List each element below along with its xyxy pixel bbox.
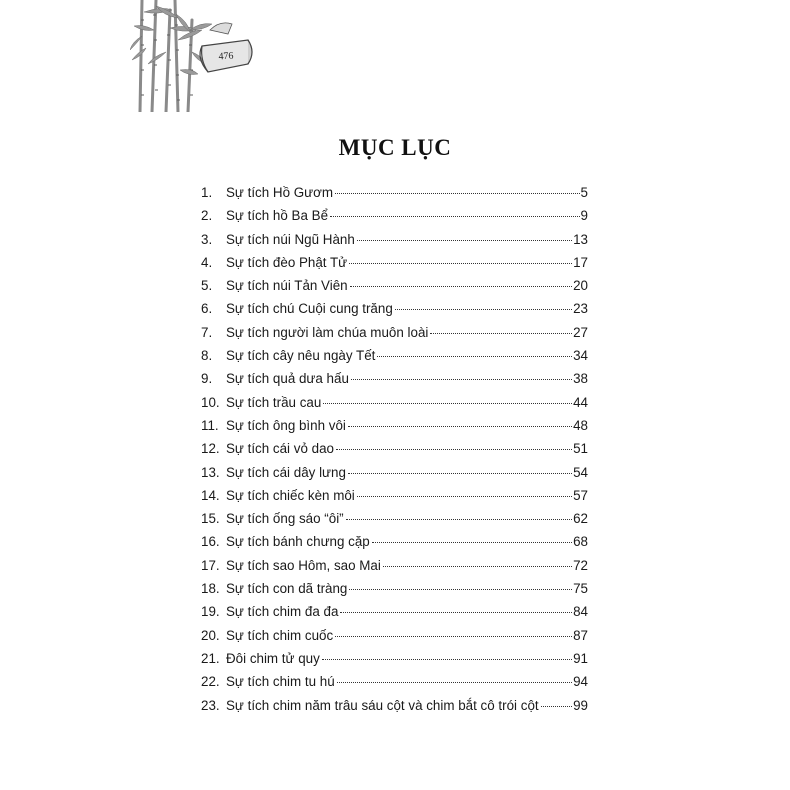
- toc-entry: [201, 650, 588, 673]
- toc-entry: [201, 533, 588, 556]
- toc-entry-number: 23.: [201, 697, 220, 713]
- table-of-contents: [201, 184, 588, 720]
- dot-leader: [335, 636, 572, 637]
- toc-entry: [201, 300, 588, 323]
- toc-entry: [201, 370, 588, 393]
- page-title: MỤC LỤC: [338, 135, 452, 161]
- toc-entry-title: Sự tích chiếc kèn môi: [226, 487, 355, 503]
- toc-entry-title: Sự tích núi Ngũ Hành: [226, 231, 355, 247]
- dot-leader: [395, 309, 572, 310]
- dot-leader: [322, 659, 572, 660]
- toc-entry-title: Đôi chim tử quy: [226, 650, 320, 666]
- toc-entry: [201, 697, 588, 720]
- toc-entry-page: 72: [573, 557, 588, 573]
- toc-entry: [201, 324, 588, 347]
- toc-entry-title: Sự tích bánh chưng cặp: [226, 534, 370, 550]
- toc-entry: [201, 254, 588, 277]
- toc-entry-page: 51: [573, 441, 588, 457]
- dot-leader: [383, 566, 572, 567]
- toc-entry-page: 17: [573, 254, 588, 270]
- dot-leader: [323, 403, 572, 404]
- toc-entry-page: 20: [573, 278, 588, 294]
- toc-entry-page: 5: [580, 185, 588, 200]
- dot-leader: [357, 496, 572, 497]
- toc-entry-title: Sự tích ống sáo “ôi”: [226, 511, 344, 527]
- toc-entry: [201, 510, 588, 533]
- toc-entry-title: Sự tích chim đa đa: [226, 604, 339, 620]
- toc-entry-title: Sự tích cái dây lưng: [226, 464, 346, 480]
- toc-entry-page: 57: [573, 487, 588, 503]
- toc-entry-title: Sự tích cây nêu ngày Tết: [226, 348, 376, 364]
- toc-entry-page: 62: [573, 511, 588, 527]
- dot-leader: [351, 379, 572, 380]
- toc-entry-page: 99: [573, 697, 588, 713]
- toc-entry-title: Sự tích chim năm trâu sáu cột và chim bắt cô trói cột: [226, 697, 539, 713]
- toc-entry-page: 9: [580, 208, 588, 224]
- toc-entry-number: 16.: [201, 534, 220, 550]
- dot-leader: [340, 612, 572, 613]
- toc-entry: [201, 440, 588, 463]
- dot-leader: [350, 286, 572, 287]
- toc-entry-number: 22.: [201, 674, 220, 690]
- dot-leader: [349, 263, 572, 264]
- toc-entry-title: Sự tích trầu cau: [226, 394, 322, 410]
- toc-entry-page: 27: [573, 324, 588, 340]
- toc-entry-page: 68: [573, 534, 588, 550]
- dot-leader: [346, 519, 572, 520]
- toc-entry-page: 87: [573, 627, 588, 643]
- toc-entry-number: 11.: [201, 417, 219, 433]
- toc-entry-page: 34: [573, 348, 588, 364]
- toc-entry-number: 19.: [201, 604, 220, 620]
- toc-entry-page: 48: [573, 417, 588, 433]
- toc-entry: [201, 347, 588, 370]
- toc-entry-number: 5.: [201, 278, 213, 294]
- toc-entry-number: 12.: [201, 441, 220, 457]
- page-number: 476: [218, 50, 234, 63]
- toc-entry-number: 7.: [201, 324, 213, 340]
- toc-entry-title: Sự tích quả dưa hấu: [226, 371, 349, 387]
- toc-entry-title: Sự tích chim cuốc: [226, 627, 334, 643]
- dot-leader: [348, 426, 572, 427]
- toc-entry: [201, 207, 588, 230]
- toc-entry: [201, 277, 588, 300]
- toc-entry-page: 54: [573, 464, 588, 480]
- toc-entry-number: 21.: [201, 650, 220, 666]
- toc-entry-page: 13: [573, 231, 588, 247]
- toc-entry-title: Sự tích người làm chúa muôn loài: [226, 324, 429, 340]
- toc-entry: [201, 673, 588, 696]
- toc-entry-number: 3.: [201, 231, 213, 247]
- dot-leader: [335, 193, 579, 194]
- toc-entry-title: Sự tích Hồ Gươm: [226, 185, 334, 200]
- toc-entry-page: 75: [573, 581, 588, 597]
- dot-leader: [372, 542, 572, 543]
- dot-leader: [349, 589, 572, 590]
- bamboo-scroll-illustration: [130, 0, 260, 112]
- dot-leader: [430, 333, 572, 334]
- toc-entry-page: 23: [573, 301, 588, 317]
- toc-entry: [201, 184, 588, 207]
- toc-entry-page: 38: [573, 371, 588, 387]
- toc-entry-title: Sự tích chú Cuội cung trăng: [226, 301, 393, 317]
- toc-entry-number: 8.: [201, 348, 213, 364]
- toc-entry-number: 1.: [201, 185, 213, 200]
- dot-leader: [336, 449, 572, 450]
- dot-leader: [330, 216, 580, 217]
- toc-entry-number: 15.: [201, 511, 220, 527]
- toc-entry-number: 6.: [201, 301, 213, 317]
- toc-entry-title: Sự tích ông bình vôi: [226, 417, 346, 433]
- dot-leader: [541, 706, 572, 707]
- dot-leader: [357, 240, 572, 241]
- toc-entry-number: 13.: [201, 464, 220, 480]
- toc-entry-page: 84: [573, 604, 588, 620]
- toc-entry-number: 20.: [201, 627, 220, 643]
- toc-entry: [201, 627, 588, 650]
- toc-entry-page: 91: [573, 650, 588, 666]
- toc-entry-title: Sự tích con dã tràng: [226, 581, 348, 597]
- toc-entry-title: Sự tích sao Hôm, sao Mai: [226, 557, 381, 573]
- toc-entry-title: Sự tích núi Tản Viên: [226, 278, 348, 294]
- toc-entry-title: Sự tích cái vỏ dao: [226, 441, 334, 457]
- toc-entry-title: Sự tích chim tu hú: [226, 674, 335, 690]
- dot-leader: [337, 682, 572, 683]
- toc-entry: [201, 487, 588, 510]
- dot-leader: [377, 356, 572, 357]
- toc-entry-number: 10.: [201, 394, 220, 410]
- toc-entry-number: 14.: [201, 487, 220, 503]
- toc-entry: [201, 580, 588, 603]
- toc-entry: [201, 231, 588, 254]
- dot-leader: [348, 473, 572, 474]
- toc-entry-page: 94: [573, 674, 588, 690]
- toc-entry: [201, 557, 588, 580]
- toc-entry: [201, 394, 588, 417]
- toc-entry-number: 9.: [201, 371, 213, 387]
- toc-entry: [201, 603, 588, 626]
- toc-entry: [201, 417, 588, 440]
- toc-entry-number: 17.: [201, 557, 220, 573]
- toc-entry-title: Sự tích hồ Ba Bể: [226, 208, 329, 224]
- toc-entry-number: 4.: [201, 254, 213, 270]
- toc-entry-number: 18.: [201, 581, 220, 597]
- toc-entry-page: 44: [573, 394, 588, 410]
- toc-entry-number: 2.: [201, 208, 213, 224]
- toc-entry: [201, 464, 588, 487]
- toc-entry-title: Sự tích đèo Phật Tử: [226, 254, 348, 270]
